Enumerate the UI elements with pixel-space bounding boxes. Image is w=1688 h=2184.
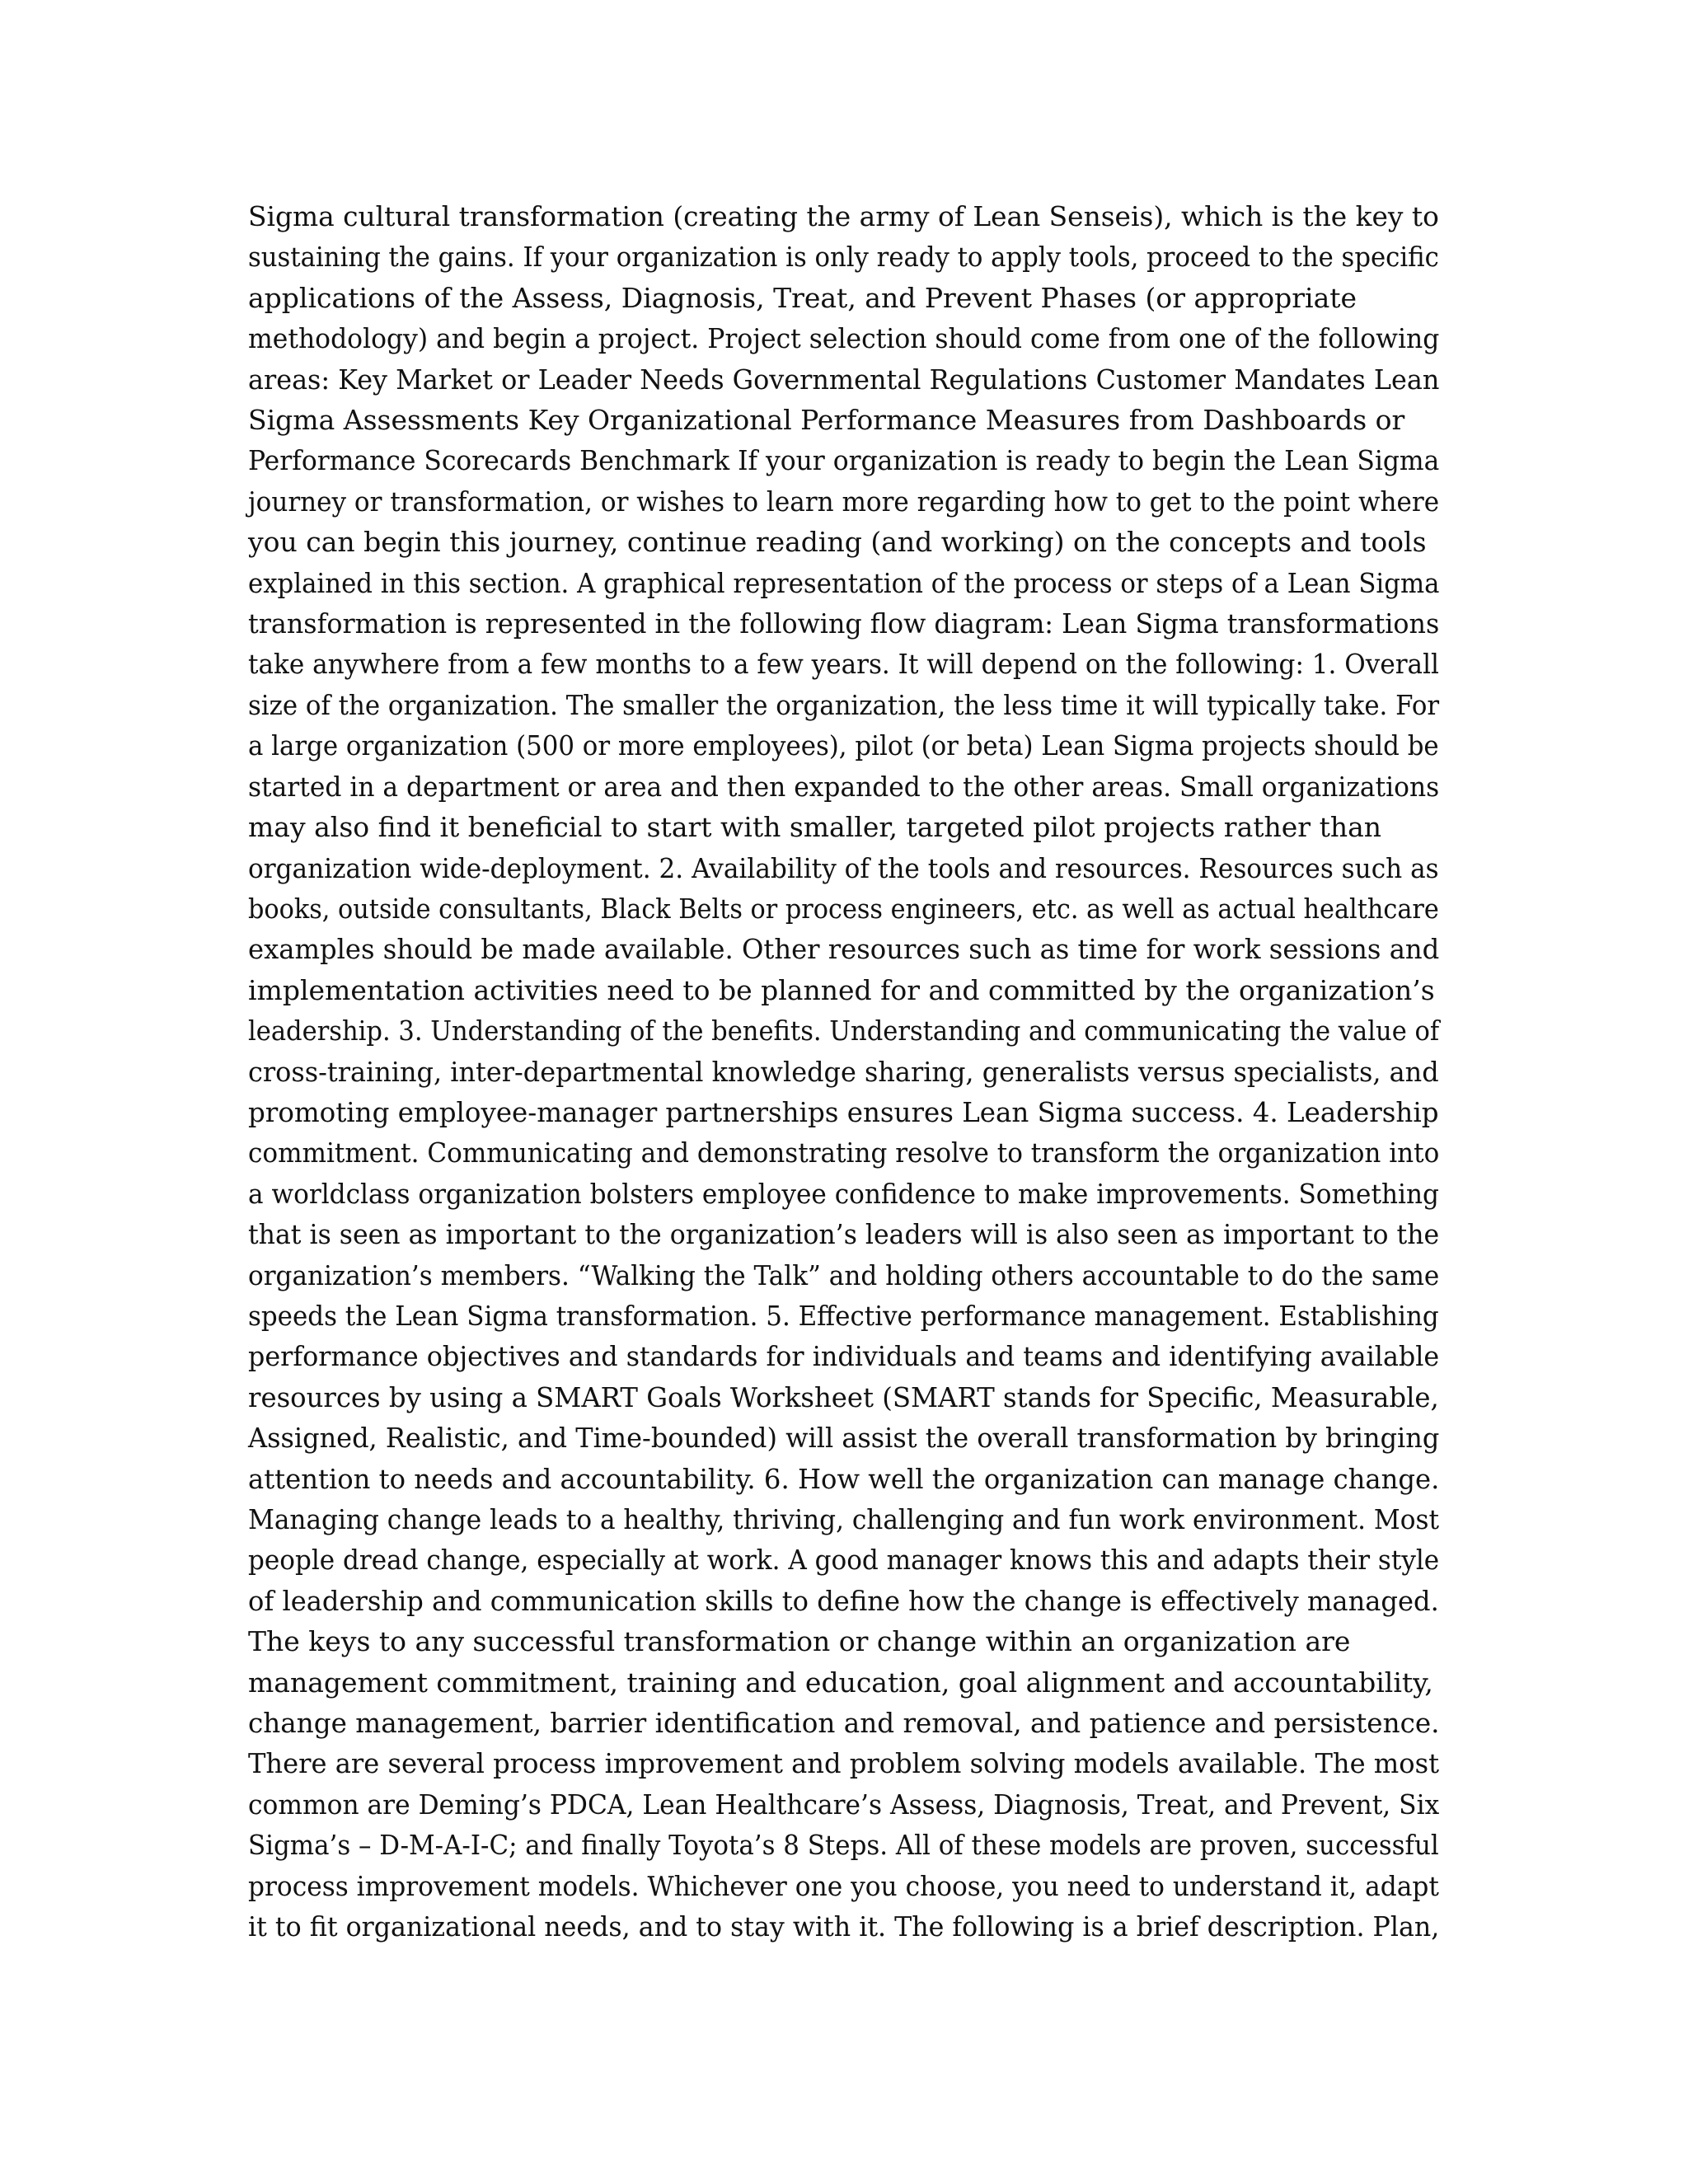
text-line: leadership. 3. Understanding of the benefits. Understanding and communicating the value of: [248, 1015, 1440, 1047]
text-line: examples should be made available. Other resources such as time for work sessions and: [248, 933, 1440, 966]
text-line: applications of the Assess, Diagnosis, Treat, and Prevent Phases (or appropriate: [248, 281, 1357, 314]
text-line: methodology) and begin a project. Project selection should come from one of the following: [248, 322, 1440, 355]
text-line: attention to needs and accountability. 6. How well the organization can manage change.: [248, 1462, 1440, 1495]
text-line: a worldclass organization bolsters employee confidence to make improvements. Something: [248, 1177, 1439, 1210]
text-line: Assigned, Realistic, and Time-bounded) will assist the overall transformation by bringing: [248, 1422, 1440, 1455]
text-line: people dread change, especially at work. A good manager knows this and adapts their style: [248, 1544, 1440, 1577]
text-line: books, outside consultants, Black Belts or process engineers, etc. as well as actual healthcare: [248, 892, 1439, 925]
text-line: management commitment, training and education, goal alignment and accountability,: [248, 1666, 1433, 1699]
text-line: transformation is represented in the following flow diagram: Lean Sigma transformations: [248, 607, 1440, 640]
text-line: explained in this section. A graphical representation of the process or steps of a Lean Sigma: [248, 566, 1440, 599]
text-line: of leadership and communication skills to define how the change is effectively managed.: [248, 1584, 1439, 1617]
text-line: size of the organization. The smaller the organization, the less time it will typically take. For: [248, 688, 1440, 721]
text-line: Sigma’s – D-M-A-I-C; and finally Toyota’s 8 Steps. All of these models are proven, successful: [248, 1829, 1439, 1862]
text-line: a large organization (500 or more employees), pilot (or beta) Lean Sigma projects should be: [248, 729, 1439, 762]
text-line: Managing change leads to a healthy, thriving, challenging and fun work environment. Most: [248, 1503, 1440, 1535]
text-line: implementation activities need to be planned for and committed by the organization’s: [248, 973, 1435, 1006]
text-line: change management, barrier identification and removal, and patience and persistence.: [248, 1707, 1440, 1740]
text-line: organization wide-deployment. 2. Availability of the tools and resources. Resources such as: [248, 851, 1439, 884]
text-line: resources by using a SMART Goals Worksheet (SMART stands for Specific, Measurable,: [248, 1380, 1439, 1413]
text-line: may also find it beneficial to start with smaller, targeted pilot projects rather than: [248, 811, 1382, 844]
text-line: that is seen as important to the organization’s leaders will is also seen as important to the: [248, 1218, 1440, 1251]
text-line: started in a department or area and then expanded to the other areas. Small organizations: [248, 770, 1440, 803]
text-line: Sigma Assessments Key Organizational Performance Measures from Dashboards or: [248, 404, 1405, 437]
text-line: performance objectives and standards for individuals and teams and identifying available: [248, 1340, 1440, 1373]
text-line: journey or transformation, or wishes to learn more regarding how to get to the point where: [248, 485, 1440, 518]
body-text: [248, 196, 1439, 1947]
text-line: process improvement models. Whichever one you choose, you need to understand it, adapt: [248, 1869, 1439, 1902]
text-line: speeds the Lean Sigma transformation. 5. Effective performance management. Establishing: [248, 1299, 1439, 1332]
text-line: promoting employee-manager partnerships ensures Lean Sigma success. 4. Leadership: [248, 1095, 1439, 1128]
text-line: cross-training, inter-departmental knowledge sharing, generalists versus specialists, and: [248, 1055, 1439, 1088]
text-line: sustaining the gains. If your organization is only ready to apply tools, proceed to the specific: [248, 241, 1439, 274]
text-line: There are several process improvement and problem solving models available. The most: [248, 1747, 1440, 1780]
text-line: you can begin this journey, continue reading (and working) on the concepts and tools: [248, 526, 1427, 559]
text-line: common are Deming’s PDCA, Lean Healthcare’s Assess, Diagnosis, Treat, and Prevent, Six: [248, 1788, 1440, 1821]
text-line: Performance Scorecards Benchmark If your organization is ready to begin the Lean Sigma: [248, 444, 1440, 477]
text-line: it to fit organizational needs, and to stay with it. The following is a brief description. Plan,: [248, 1910, 1440, 1943]
text-line: areas: Key Market or Leader Needs Governmental Regulations Customer Mandates Lean: [248, 363, 1440, 396]
text-line: Sigma cultural transformation (creating the army of Lean Senseis), which is the key to: [248, 200, 1439, 232]
text-line: The keys to any successful transformation or change within an organization are: [248, 1625, 1351, 1658]
text-line: organization’s members. “Walking the Talk” and holding others accountable to do the same: [248, 1258, 1440, 1291]
text-line: commitment. Communicating and demonstrating resolve to transform the organization into: [248, 1137, 1440, 1169]
text-line: take anywhere from a few months to a few years. It will depend on the following: 1. Overall: [248, 648, 1439, 681]
